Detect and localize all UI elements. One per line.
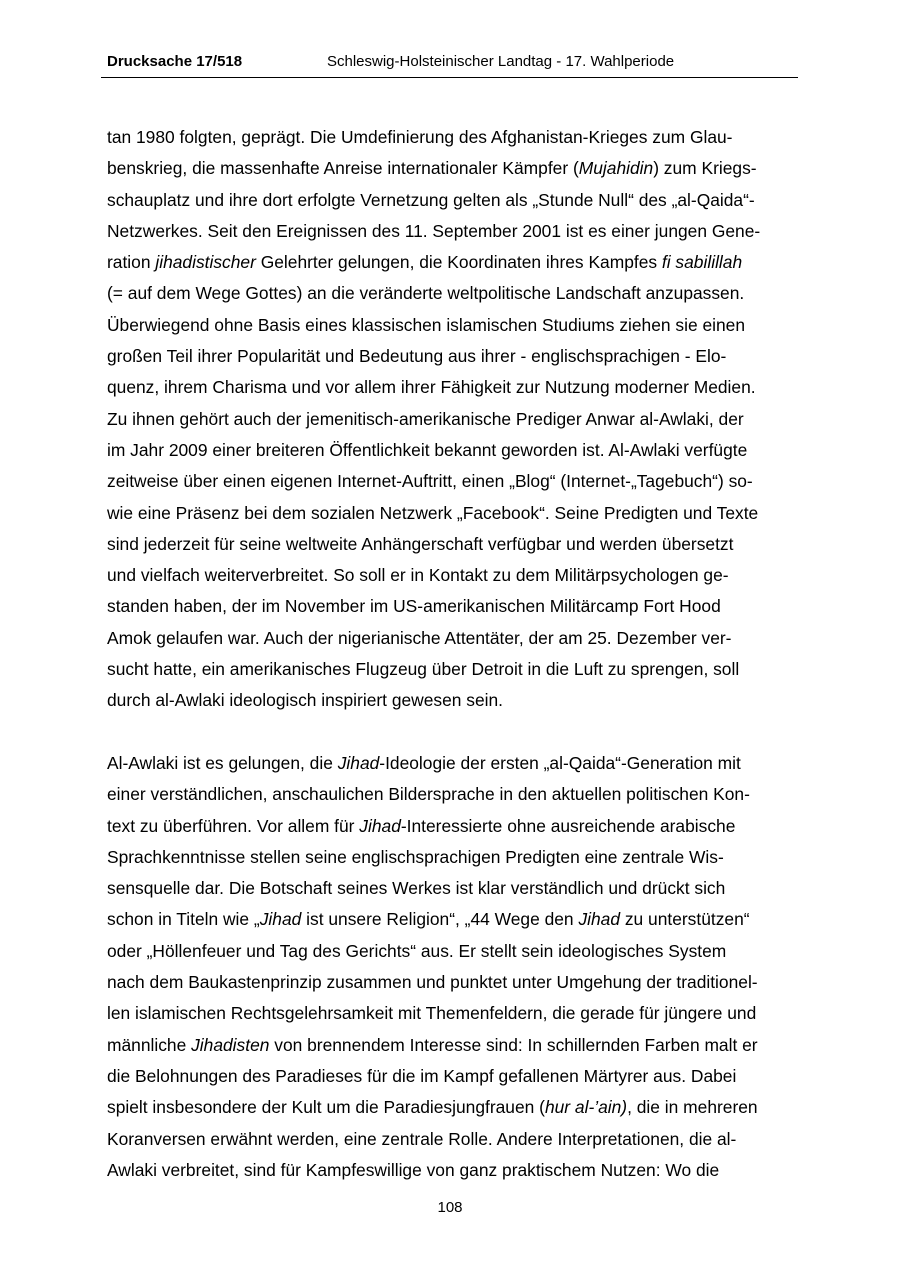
text-line [107, 498, 800, 529]
text-run: text zu überführen. Vor allem für [107, 815, 360, 836]
text-line [107, 529, 800, 560]
text-line [107, 967, 800, 998]
text-line [107, 998, 800, 1029]
text-run: zu unterstützen“ [620, 909, 750, 930]
text-line [107, 936, 800, 967]
text-run: standen haben, der im November im US-amerikanischen Militärcamp Fort Hood [107, 596, 721, 617]
text-run: schauplatz und ihre dort erfolgte Vernetzung gelten als „Stunde Null“ des „al-Qaida“- [107, 189, 755, 210]
text-line [107, 685, 800, 716]
text-run: oder „Höllenfeuer und Tag des Gerichts“ aus. Er stellt sein ideologisches System [107, 940, 727, 961]
text-run: die Belohnungen des Paradieses für die im Kampf gefallenen Märtyrer aus. Dabei [107, 1065, 737, 1086]
text-line [107, 873, 800, 904]
text-run: ) zum Kriegs- [653, 158, 757, 179]
text-line [107, 372, 800, 403]
italic-term: Jihad [359, 815, 401, 836]
text-run: -Ideologie der ersten „al-Qaida“-Generation mit [379, 753, 741, 773]
text-run: Zu ihnen gehört auch der jemenitisch-amerikanische Prediger Anwar al-Awlaki, der [107, 408, 744, 429]
text-run: quenz, ihrem Charisma und vor allem ihrer Fähigkeit zur Nutzung moderner Medien. [107, 377, 756, 398]
text-line [107, 1124, 800, 1155]
text-line [107, 1092, 800, 1123]
text-line [107, 466, 800, 497]
text-line [107, 591, 800, 622]
text-run: Koranversen erwähnt werden, eine zentrale Rolle. Andere Interpretationen, die al- [107, 1128, 737, 1149]
text-run: , die in mehreren [627, 1097, 758, 1118]
page-number: 108 [437, 1199, 463, 1216]
text-line [107, 1155, 800, 1186]
text-line [107, 904, 800, 935]
text-run: Überwiegend ohne Basis eines klassischen islamischen Studiums ziehen sie einen [107, 314, 746, 335]
text-line [107, 748, 800, 779]
text-run: ist unsere Religion“, „44 Wege den [301, 909, 579, 930]
paragraph-1 [107, 122, 800, 717]
text-run: Amok gelaufen war. Auch der nigerianische Attentäter, der am 25. Dezember ver- [107, 627, 732, 648]
text-run: einer verständlichen, anschaulichen Bildersprache in den aktuellen politischen Kon- [107, 784, 750, 805]
text-run: nach dem Baukastenprinzip zusammen und punktet unter Umgehung der traditionel- [107, 972, 758, 993]
text-line [107, 811, 800, 842]
text-run: zeitweise über einen eigenen Internet-Auftritt, einen „Blog“ (Internet-„Tagebuch“) so- [107, 471, 753, 492]
text-run: im Jahr 2009 einer breiteren Öffentlichkeit bekannt geworden ist. Al-Awlaki verfügte [107, 439, 748, 460]
text-run: durch al-Awlaki ideologisch inspiriert gewesen sein. [107, 690, 504, 711]
text-line [107, 654, 800, 685]
text-run: schon in Titeln wie „ [107, 909, 260, 930]
italic-term: Jihad [578, 909, 621, 930]
text-run: tan 1980 folgten, geprägt. Die Umdefinierung des Afghanistan-Krieges zum Glau- [107, 127, 733, 147]
text-line [107, 1061, 800, 1092]
italic-term: Jihad [337, 753, 380, 773]
italic-term: Mujahidin [578, 158, 654, 179]
italic-term: hur al-’ain) [544, 1097, 628, 1118]
italic-term: Jihad [259, 909, 302, 930]
text-run: -Interessierte ohne ausreichende arabische [400, 815, 736, 836]
text-run: Netzwerkes. Seit den Ereignissen des 11. September 2001 ist es einer jungen Gene- [107, 220, 761, 241]
text-line [107, 560, 800, 591]
header-title: Schleswig-Holsteinischer Landtag - 17. Wahlperiode [327, 53, 675, 70]
text-run: len islamischen Rechtsgelehrsamkeit mit Themenfeldern, die gerade für jüngere und [107, 1003, 757, 1024]
text-line [107, 779, 800, 810]
text-run: Awlaki verbreitet, sind für Kampfeswillige von ganz praktischem Nutzen: Wo die [107, 1159, 720, 1180]
italic-term: fi sabilillah [661, 252, 743, 273]
text-line [107, 185, 800, 216]
text-run: großen Teil ihrer Popularität und Bedeutung aus ihrer - englischsprachigen - Elo- [107, 346, 727, 367]
text-run: spielt insbesondere der Kult um die Paradiesjungfrauen ( [107, 1097, 545, 1118]
text-run: sind jederzeit für seine weltweite Anhängerschaft verfügbar und werden übersetzt [107, 533, 734, 554]
text-run: sensquelle dar. Die Botschaft seines Werkes ist klar verständlich und drückt sich [107, 878, 726, 899]
text-line [107, 216, 800, 247]
paragraph-2 [107, 748, 800, 1186]
text-run: wie eine Präsenz bei dem sozialen Netzwerk „Facebook“. Seine Predigten und Texte [107, 502, 759, 523]
page-header [101, 0, 798, 78]
text-run: ration [107, 252, 156, 273]
text-run: Al-Awlaki ist es gelungen, die [107, 753, 338, 773]
text-run: und vielfach weiterverbreitet. So soll er in Kontakt zu dem Militärpsychologen ge- [107, 565, 729, 586]
text-line [107, 278, 800, 309]
text-line [107, 435, 800, 466]
text-line [107, 842, 800, 873]
text-run: benskrieg, die massenhafte Anreise internationaler Kämpfer ( [107, 158, 579, 179]
italic-term: jihadistischer [155, 252, 256, 273]
text-line [107, 153, 800, 184]
text-run: männliche [107, 1034, 192, 1055]
text-run: sucht hatte, ein amerikanisches Flugzeug über Detroit in die Luft zu sprengen, soll [107, 659, 740, 680]
text-run: von brennendem Interesse sind: In schillernden Farben malt er [269, 1034, 758, 1055]
text-line [107, 623, 800, 654]
italic-term: Jihadisten [191, 1034, 270, 1055]
text-run: Sprachkenntnisse stellen seine englischsprachigen Predigten eine zentrale Wis- [107, 846, 724, 867]
document-number: Drucksache 17/518 [107, 53, 243, 70]
text-line [107, 122, 800, 153]
text-line [107, 341, 800, 372]
text-line [107, 247, 800, 278]
text-run: (= auf dem Wege Gottes) an die veränderte weltpolitische Landschaft anzupassen. [107, 283, 745, 304]
text-line [107, 310, 800, 341]
text-line [107, 1030, 800, 1061]
text-run: Gelehrter gelungen, die Koordinaten ihres Kampfes [255, 252, 662, 273]
text-line [107, 404, 800, 435]
